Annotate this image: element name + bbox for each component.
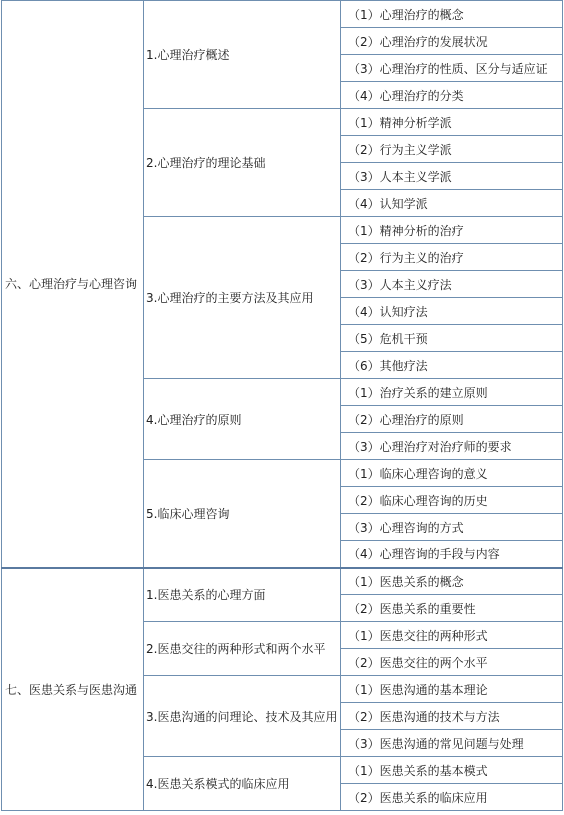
table-row: [2, 1, 563, 28]
subtopic-item: （2）行为主义的治疗: [341, 244, 563, 271]
subtopic-item: （1）治疗关系的建立原则: [341, 379, 563, 406]
subtopic-item: （1）医患沟通的基本理论: [341, 676, 563, 703]
topic-title: 5.临床心理咨询: [144, 460, 341, 568]
subtopic-item: （3）医患沟通的常见问题与处理: [341, 730, 563, 757]
subtopic-item: （2）临床心理咨询的历史: [341, 487, 563, 514]
subtopic-item: （1）心理治疗的概念: [341, 1, 563, 28]
subtopic-item: （3）人本主义疗法: [341, 271, 563, 298]
topic-title: 2.心理治疗的理论基础: [144, 109, 341, 217]
subtopic-item: （4）心理咨询的手段与内容: [341, 541, 563, 568]
subtopic-item: （2）医患关系的临床应用: [341, 784, 563, 811]
subtopic-item: （4）认知疗法: [341, 298, 563, 325]
topic-title: 2.医患交往的两种形式和两个水平: [144, 622, 341, 676]
syllabus-table: [1, 0, 563, 811]
subtopic-item: （3）人本主义学派: [341, 163, 563, 190]
subtopic-item: （2）心理治疗的原则: [341, 406, 563, 433]
table-row: [2, 568, 563, 595]
subtopic-item: （5）危机干预: [341, 325, 563, 352]
syllabus-table-body: [2, 1, 563, 811]
subtopic-item: （4）心理治疗的分类: [341, 82, 563, 109]
subtopic-item: （3）心理治疗对治疗师的要求: [341, 433, 563, 460]
subtopic-item: （4）认知学派: [341, 190, 563, 217]
topic-title: 1.心理治疗概述: [144, 1, 341, 109]
section-title: 七、医患关系与医患沟通: [2, 568, 144, 811]
subtopic-item: （1）医患交往的两种形式: [341, 622, 563, 649]
topic-title: 4.心理治疗的原则: [144, 379, 341, 460]
subtopic-item: （1）医患关系的概念: [341, 568, 563, 595]
topic-title: 3.医患沟通的问理论、技术及其应用: [144, 676, 341, 757]
subtopic-item: （6）其他疗法: [341, 352, 563, 379]
section-title: 六、心理治疗与心理咨询: [2, 1, 144, 568]
subtopic-item: （1）医患关系的基本模式: [341, 757, 563, 784]
topic-title: 4.医患关系模式的临床应用: [144, 757, 341, 811]
subtopic-item: （2）医患关系的重要性: [341, 595, 563, 622]
topic-title: 3.心理治疗的主要方法及其应用: [144, 217, 341, 379]
subtopic-item: （3）心理咨询的方式: [341, 514, 563, 541]
subtopic-item: （2）行为主义学派: [341, 136, 563, 163]
subtopic-item: （2）医患沟通的技术与方法: [341, 703, 563, 730]
subtopic-item: （2）心理治疗的发展状况: [341, 28, 563, 55]
subtopic-item: （2）医患交往的两个水平: [341, 649, 563, 676]
subtopic-item: （3）心理治疗的性质、区分与适应证: [341, 55, 563, 82]
subtopic-item: （1）临床心理咨询的意义: [341, 460, 563, 487]
subtopic-item: （1）精神分析的治疗: [341, 217, 563, 244]
topic-title: 1.医患关系的心理方面: [144, 568, 341, 622]
subtopic-item: （1）精神分析学派: [341, 109, 563, 136]
